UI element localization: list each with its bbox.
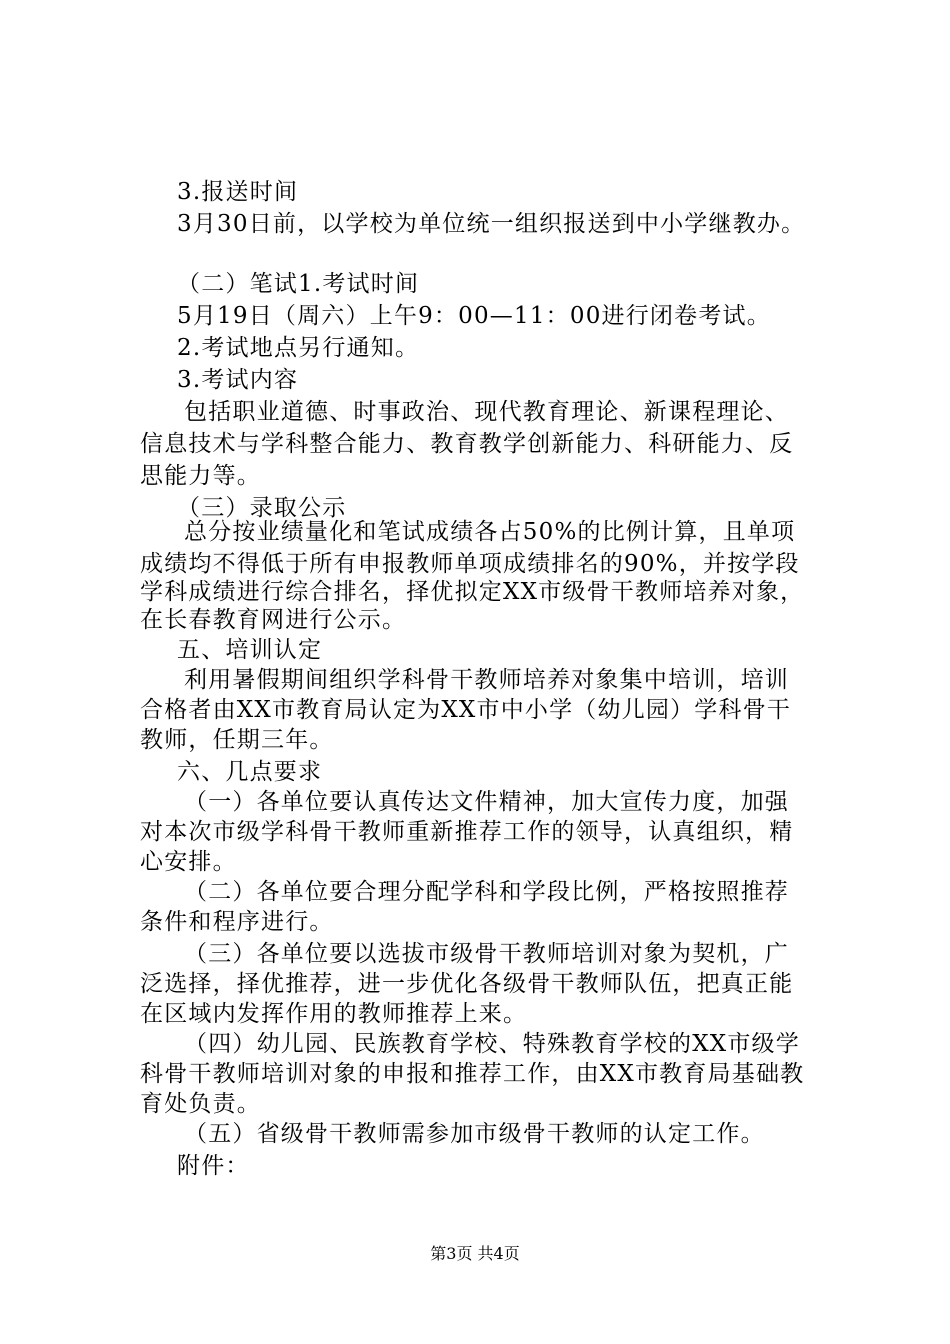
text-line: 成绩均不得低于所有申报教师单项成绩排名的90%，并按学段 (140, 551, 800, 577)
text-line: 5月19日（周六）上午9：00—11：00进行闭卷考试。 (177, 303, 771, 329)
text-line: 条件和程序进行。 (140, 909, 334, 935)
text-line: （五）省级骨干教师需参加市级骨干教师的认定工作。 (184, 1121, 765, 1147)
text-line: 3.报送时间 (177, 179, 299, 205)
text-line: 2.考试地点另行通知。 (177, 335, 420, 361)
text-line: 心安排。 (140, 849, 237, 875)
text-line: （二）笔试1.考试时间 (177, 271, 420, 297)
text-line: （一）各单位要认真传达文件精神，加大宣传力度，加强 (184, 789, 789, 815)
text-line: 在长春教育网进行公示。 (140, 607, 407, 633)
text-line: 科骨干教师培训对象的申报和推荐工作，由XX市教育局基础教 (140, 1061, 805, 1087)
text-line: （二）各单位要合理分配学科和学段比例，严格按照推荐 (184, 879, 789, 905)
text-line: 3.考试内容 (177, 367, 299, 393)
text-line: 教师，任期三年。 (140, 727, 334, 753)
text-line: （三）各单位要以选拔市级骨干教师培训对象为契机，广 (184, 941, 789, 967)
text-line: （四）幼儿园、民族教育学校、特殊教育学校的XX市级学 (184, 1031, 800, 1057)
text-line: 总分按业绩量化和笔试成绩各占50%的比例计算，且单项 (184, 519, 796, 545)
text-line: 对本次市级学科骨干教师重新推荐工作的领导，认真组织，精 (140, 819, 794, 845)
text-line: 五、培训认定 (177, 637, 323, 663)
text-line: 信息技术与学科整合能力、教育教学创新能力、科研能力、反 (140, 431, 794, 457)
text-line: 利用暑假期间组织学科骨干教师培养对象集中培训，培训 (184, 667, 789, 693)
text-line: 包括职业道德、时事政治、现代教育理论、新课程理论、 (184, 399, 789, 425)
page-number-footer: 第3页 共4页 (430, 1244, 520, 1263)
text-line: 六、几点要求 (177, 759, 323, 785)
text-line: （三）录取公示 (177, 495, 347, 521)
text-line: 泛选择，择优推荐，进一步优化各级骨干教师队伍，把真正能 (140, 971, 794, 997)
text-line: 3月30日前，以学校为单位统一组织报送到中小学继教办。 (177, 211, 806, 237)
text-line: 思能力等。 (140, 463, 261, 489)
text-line: 附件： (177, 1153, 250, 1179)
text-line: 在区域内发挥作用的教师推荐上来。 (140, 1001, 528, 1027)
text-line: 学科成绩进行综合排名，择优拟定XX市级骨干教师培养对象， (140, 579, 805, 605)
text-line: 合格者由XX市教育局认定为XX市中小学（幼儿园）学科骨干 (140, 697, 792, 723)
text-line: 育处负责。 (140, 1091, 261, 1117)
